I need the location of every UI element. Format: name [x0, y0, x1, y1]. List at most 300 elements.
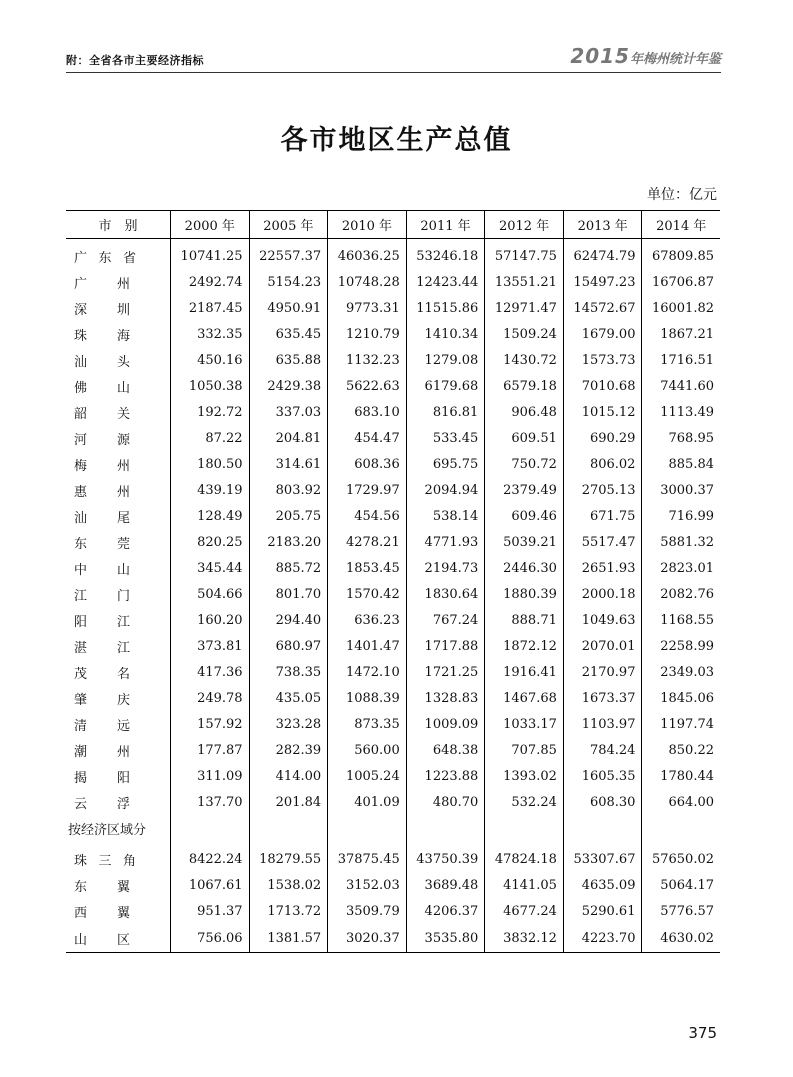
row-label-text [74, 351, 130, 370]
value-cell: 15497.23 [563, 269, 642, 295]
row-label-char: 三 [98, 853, 112, 869]
row-label [66, 763, 171, 789]
value-cell: 3509.79 [328, 898, 407, 924]
value-cell: 664.00 [642, 789, 720, 815]
value-cell: 4677.24 [485, 898, 564, 924]
unit-label: 单位：亿元 [647, 187, 717, 203]
row-label-text [74, 715, 130, 734]
value-cell: 906.48 [485, 399, 564, 425]
row-label-char: 茂 [74, 666, 88, 682]
value-cell: 1279.08 [406, 347, 485, 373]
value-cell: 14572.67 [563, 295, 642, 321]
row-label-text [74, 850, 136, 869]
value-cell: 16001.82 [642, 295, 720, 321]
row-label-char: 东 [74, 879, 88, 895]
empty-cell [328, 815, 407, 842]
row-label [66, 295, 171, 321]
empty-cell [485, 815, 564, 842]
value-cell: 4630.02 [642, 924, 720, 953]
row-label-char: 浮 [116, 796, 130, 812]
row-label-char: 揭 [74, 770, 88, 786]
value-cell: 1049.63 [563, 607, 642, 633]
row-label-char: 湛 [74, 640, 88, 656]
row-label-char: 区 [116, 932, 130, 948]
row-label-text [74, 533, 130, 552]
value-cell: 22557.37 [249, 239, 328, 270]
value-cell: 3152.03 [328, 872, 407, 898]
value-cell: 4635.09 [563, 872, 642, 898]
row-label-text [74, 507, 130, 526]
row-label-char: 东 [98, 250, 112, 266]
value-cell: 1880.39 [485, 581, 564, 607]
value-cell: 414.00 [249, 763, 328, 789]
value-cell: 756.06 [171, 924, 250, 953]
table-row [66, 321, 720, 347]
row-label [66, 373, 171, 399]
value-cell: 3020.37 [328, 924, 407, 953]
value-cell: 4771.93 [406, 529, 485, 555]
value-cell: 1430.72 [485, 347, 564, 373]
column-header-year: 2012 年 [485, 211, 564, 239]
table-row [66, 711, 720, 737]
row-label-char: 潮 [74, 744, 88, 760]
row-label [66, 503, 171, 529]
table-row [66, 763, 720, 789]
value-cell: 1223.88 [406, 763, 485, 789]
table-row [66, 607, 720, 633]
value-cell: 1103.97 [563, 711, 642, 737]
table-row [66, 633, 720, 659]
value-cell: 4141.05 [485, 872, 564, 898]
value-cell: 454.56 [328, 503, 407, 529]
value-cell: 690.29 [563, 425, 642, 451]
row-label-text [74, 403, 130, 422]
value-cell: 2082.76 [642, 581, 720, 607]
row-label-char: 汕 [74, 510, 88, 526]
table-row [66, 347, 720, 373]
value-cell: 1916.41 [485, 659, 564, 685]
value-cell: 671.75 [563, 503, 642, 529]
row-label-char: 尾 [116, 510, 130, 526]
empty-cell [249, 815, 328, 842]
row-label-char: 阳 [116, 770, 130, 786]
value-cell: 5290.61 [563, 898, 642, 924]
value-cell: 177.87 [171, 737, 250, 763]
table-row [66, 399, 720, 425]
empty-cell [406, 815, 485, 842]
row-label-text [74, 299, 130, 318]
table-row [66, 269, 720, 295]
value-cell: 439.19 [171, 477, 250, 503]
value-cell: 608.30 [563, 789, 642, 815]
value-cell: 885.84 [642, 451, 720, 477]
row-label-text [74, 559, 130, 578]
value-cell: 816.81 [406, 399, 485, 425]
running-header-left: 附：全省各市主要经济指标 [66, 54, 204, 67]
value-cell: 1168.55 [642, 607, 720, 633]
value-cell: 533.45 [406, 425, 485, 451]
row-label [66, 425, 171, 451]
row-label-text [74, 481, 130, 500]
row-label [66, 685, 171, 711]
empty-cell [171, 815, 250, 842]
row-label [66, 842, 171, 872]
value-cell: 1853.45 [328, 555, 407, 581]
table-row [66, 842, 720, 872]
row-label-char: 关 [116, 406, 130, 422]
value-cell: 873.35 [328, 711, 407, 737]
value-cell: 1009.09 [406, 711, 485, 737]
value-cell: 43750.39 [406, 842, 485, 872]
value-cell: 5622.63 [328, 373, 407, 399]
value-cell: 128.49 [171, 503, 250, 529]
value-cell: 8422.24 [171, 842, 250, 872]
row-label-char: 山 [74, 932, 88, 948]
row-label-char: 东 [74, 536, 88, 552]
value-cell: 314.61 [249, 451, 328, 477]
value-cell: 1393.02 [485, 763, 564, 789]
value-cell: 4206.37 [406, 898, 485, 924]
table-row [66, 451, 720, 477]
row-label-char: 名 [116, 666, 130, 682]
table-row [66, 898, 720, 924]
row-label-char: 州 [116, 458, 130, 474]
row-label-char: 莞 [116, 536, 130, 552]
value-cell: 3535.80 [406, 924, 485, 953]
row-label-text [74, 663, 130, 682]
row-label [66, 737, 171, 763]
value-cell: 3832.12 [485, 924, 564, 953]
value-cell: 2446.30 [485, 555, 564, 581]
value-cell: 608.36 [328, 451, 407, 477]
row-label-char: 州 [116, 744, 130, 760]
row-label-char: 佛 [74, 380, 88, 396]
value-cell: 5039.21 [485, 529, 564, 555]
table-row [66, 373, 720, 399]
row-label-char: 江 [116, 614, 130, 630]
row-label-text [74, 611, 130, 630]
value-cell: 9773.31 [328, 295, 407, 321]
value-cell: 157.92 [171, 711, 250, 737]
row-label-char: 中 [74, 562, 88, 578]
value-cell: 2349.03 [642, 659, 720, 685]
value-cell: 1867.21 [642, 321, 720, 347]
row-label-text [74, 902, 130, 921]
value-cell: 10748.28 [328, 269, 407, 295]
table-row [66, 789, 720, 815]
value-cell: 636.23 [328, 607, 407, 633]
table-row [66, 659, 720, 685]
value-cell: 1050.38 [171, 373, 250, 399]
value-cell: 784.24 [563, 737, 642, 763]
value-cell: 62474.79 [563, 239, 642, 270]
table-header-row [66, 211, 720, 239]
row-label-text [74, 325, 130, 344]
value-cell: 2000.18 [563, 581, 642, 607]
value-cell: 683.10 [328, 399, 407, 425]
table-row [66, 239, 720, 270]
value-cell: 6579.18 [485, 373, 564, 399]
column-header-year: 2005 年 [249, 211, 328, 239]
row-label-char: 门 [116, 588, 130, 604]
value-cell: 11515.86 [406, 295, 485, 321]
row-label-char: 翼 [116, 879, 130, 895]
value-cell: 1673.37 [563, 685, 642, 711]
row-label-text [74, 429, 130, 448]
row-label-char: 头 [116, 354, 130, 370]
value-cell: 1570.42 [328, 581, 407, 607]
empty-cell [642, 815, 720, 842]
value-cell: 4278.21 [328, 529, 407, 555]
header-rule [66, 72, 721, 73]
table-body [66, 239, 720, 953]
value-cell: 160.20 [171, 607, 250, 633]
row-label-text [74, 455, 130, 474]
value-cell: 205.75 [249, 503, 328, 529]
value-cell: 57650.02 [642, 842, 720, 872]
table-row [66, 503, 720, 529]
row-label-text [74, 637, 130, 656]
row-label [66, 607, 171, 633]
value-cell: 12423.44 [406, 269, 485, 295]
value-cell: 1729.97 [328, 477, 407, 503]
value-cell: 1721.25 [406, 659, 485, 685]
value-cell: 2651.93 [563, 555, 642, 581]
value-cell: 2187.45 [171, 295, 250, 321]
value-cell: 204.81 [249, 425, 328, 451]
table-row [66, 872, 720, 898]
row-label [66, 633, 171, 659]
row-label [66, 924, 171, 953]
value-cell: 538.14 [406, 503, 485, 529]
value-cell: 7441.60 [642, 373, 720, 399]
row-label-char: 省 [122, 250, 136, 266]
value-cell: 5064.17 [642, 872, 720, 898]
row-label [66, 659, 171, 685]
row-label-char: 珠 [74, 853, 88, 869]
value-cell: 1845.06 [642, 685, 720, 711]
row-label-text [74, 793, 130, 812]
row-label-char: 惠 [74, 484, 88, 500]
value-cell: 738.35 [249, 659, 328, 685]
value-cell: 1132.23 [328, 347, 407, 373]
value-cell: 532.24 [485, 789, 564, 815]
column-header-year: 2000 年 [171, 211, 250, 239]
row-label-text [74, 767, 130, 786]
value-cell: 401.09 [328, 789, 407, 815]
row-label [66, 399, 171, 425]
value-cell: 750.72 [485, 451, 564, 477]
value-cell: 1830.64 [406, 581, 485, 607]
table-row [66, 477, 720, 503]
value-cell: 12971.47 [485, 295, 564, 321]
row-label-text [74, 273, 130, 292]
value-cell: 1872.12 [485, 633, 564, 659]
value-cell: 1401.47 [328, 633, 407, 659]
value-cell: 454.47 [328, 425, 407, 451]
value-cell: 1605.35 [563, 763, 642, 789]
value-cell: 2823.01 [642, 555, 720, 581]
value-cell: 311.09 [171, 763, 250, 789]
value-cell: 57147.75 [485, 239, 564, 270]
value-cell: 716.99 [642, 503, 720, 529]
value-cell: 13551.21 [485, 269, 564, 295]
value-cell: 3689.48 [406, 872, 485, 898]
value-cell: 1067.61 [171, 872, 250, 898]
value-cell: 1005.24 [328, 763, 407, 789]
row-label-text [74, 741, 130, 760]
row-label [66, 529, 171, 555]
value-cell: 609.46 [485, 503, 564, 529]
row-label-char: 庆 [116, 692, 130, 708]
value-cell: 2194.73 [406, 555, 485, 581]
page-number: 375 [688, 1024, 717, 1042]
row-label-char: 海 [116, 328, 130, 344]
row-label-char: 梅 [74, 458, 88, 474]
value-cell: 1033.17 [485, 711, 564, 737]
section-row [66, 815, 720, 842]
row-label [66, 898, 171, 924]
value-cell: 5154.23 [249, 269, 328, 295]
value-cell: 951.37 [171, 898, 250, 924]
row-label-char: 云 [74, 796, 88, 812]
value-cell: 417.36 [171, 659, 250, 685]
value-cell: 820.25 [171, 529, 250, 555]
value-cell: 1679.00 [563, 321, 642, 347]
row-label [66, 269, 171, 295]
value-cell: 1780.44 [642, 763, 720, 789]
value-cell: 1472.10 [328, 659, 407, 685]
row-label-char: 汕 [74, 354, 88, 370]
running-header-right [570, 44, 721, 68]
value-cell: 2183.20 [249, 529, 328, 555]
row-label [66, 321, 171, 347]
value-cell: 5517.47 [563, 529, 642, 555]
table-row [66, 737, 720, 763]
value-cell: 707.85 [485, 737, 564, 763]
value-cell: 806.02 [563, 451, 642, 477]
value-cell: 345.44 [171, 555, 250, 581]
value-cell: 680.97 [249, 633, 328, 659]
value-cell: 5881.32 [642, 529, 720, 555]
row-label-char: 翼 [116, 905, 130, 921]
value-cell: 4950.91 [249, 295, 328, 321]
value-cell: 373.81 [171, 633, 250, 659]
value-cell: 53307.67 [563, 842, 642, 872]
value-cell: 5776.57 [642, 898, 720, 924]
value-cell: 768.95 [642, 425, 720, 451]
row-label [66, 555, 171, 581]
row-label-text [74, 585, 130, 604]
row-label-char: 源 [116, 432, 130, 448]
value-cell: 323.28 [249, 711, 328, 737]
value-cell: 4223.70 [563, 924, 642, 953]
row-label-char: 圳 [116, 302, 130, 318]
value-cell: 1197.74 [642, 711, 720, 737]
row-label-char: 江 [74, 588, 88, 604]
row-label [66, 239, 171, 270]
value-cell: 53246.18 [406, 239, 485, 270]
row-label-char: 山 [116, 562, 130, 578]
value-cell: 2492.74 [171, 269, 250, 295]
row-label-text [74, 876, 130, 895]
value-cell: 137.70 [171, 789, 250, 815]
value-cell: 888.71 [485, 607, 564, 633]
row-label-char: 江 [116, 640, 130, 656]
row-label-char: 山 [116, 380, 130, 396]
value-cell: 67809.85 [642, 239, 720, 270]
row-label-char: 广 [74, 250, 88, 266]
row-label-char: 西 [74, 905, 88, 921]
table-row [66, 685, 720, 711]
value-cell: 294.40 [249, 607, 328, 633]
row-label [66, 477, 171, 503]
value-cell: 1088.39 [328, 685, 407, 711]
row-label-char: 远 [116, 718, 130, 734]
value-cell: 180.50 [171, 451, 250, 477]
row-label [66, 347, 171, 373]
row-label-char: 州 [116, 484, 130, 500]
gdp-table [66, 210, 720, 953]
value-cell: 47824.18 [485, 842, 564, 872]
row-label-text [74, 689, 130, 708]
table-row [66, 581, 720, 607]
row-label [66, 872, 171, 898]
value-cell: 560.00 [328, 737, 407, 763]
page-title: 各市地区生产总值 [280, 125, 513, 156]
table-row [66, 924, 720, 953]
yearbook-name: 年梅州统计年鉴 [629, 52, 721, 67]
value-cell: 504.66 [171, 581, 250, 607]
value-cell: 635.45 [249, 321, 328, 347]
table-row [66, 555, 720, 581]
row-label-char: 珠 [74, 328, 88, 344]
row-label-char: 角 [122, 853, 136, 869]
value-cell: 450.16 [171, 347, 250, 373]
value-cell: 1381.57 [249, 924, 328, 953]
row-label-char: 肇 [74, 692, 88, 708]
yearbook-year: 2015 [570, 44, 630, 68]
empty-cell [563, 815, 642, 842]
value-cell: 2170.97 [563, 659, 642, 685]
value-cell: 282.39 [249, 737, 328, 763]
section-label: 按经济区域分 [68, 823, 147, 838]
row-label-char: 河 [74, 432, 88, 448]
row-label-text [74, 377, 130, 396]
row-label [66, 451, 171, 477]
value-cell: 801.70 [249, 581, 328, 607]
value-cell: 1113.49 [642, 399, 720, 425]
value-cell: 695.75 [406, 451, 485, 477]
row-label [66, 789, 171, 815]
value-cell: 1509.24 [485, 321, 564, 347]
row-label-char: 韶 [74, 406, 88, 422]
row-label-text [74, 247, 136, 266]
value-cell: 6179.68 [406, 373, 485, 399]
row-label [66, 581, 171, 607]
row-label-char: 阳 [74, 614, 88, 630]
value-cell: 7010.68 [563, 373, 642, 399]
column-header-year: 2010 年 [328, 211, 407, 239]
value-cell: 249.78 [171, 685, 250, 711]
row-label-char: 州 [116, 276, 130, 292]
value-cell: 1716.51 [642, 347, 720, 373]
value-cell: 10741.25 [171, 239, 250, 270]
value-cell: 850.22 [642, 737, 720, 763]
value-cell: 1015.12 [563, 399, 642, 425]
value-cell: 2705.13 [563, 477, 642, 503]
value-cell: 2070.01 [563, 633, 642, 659]
